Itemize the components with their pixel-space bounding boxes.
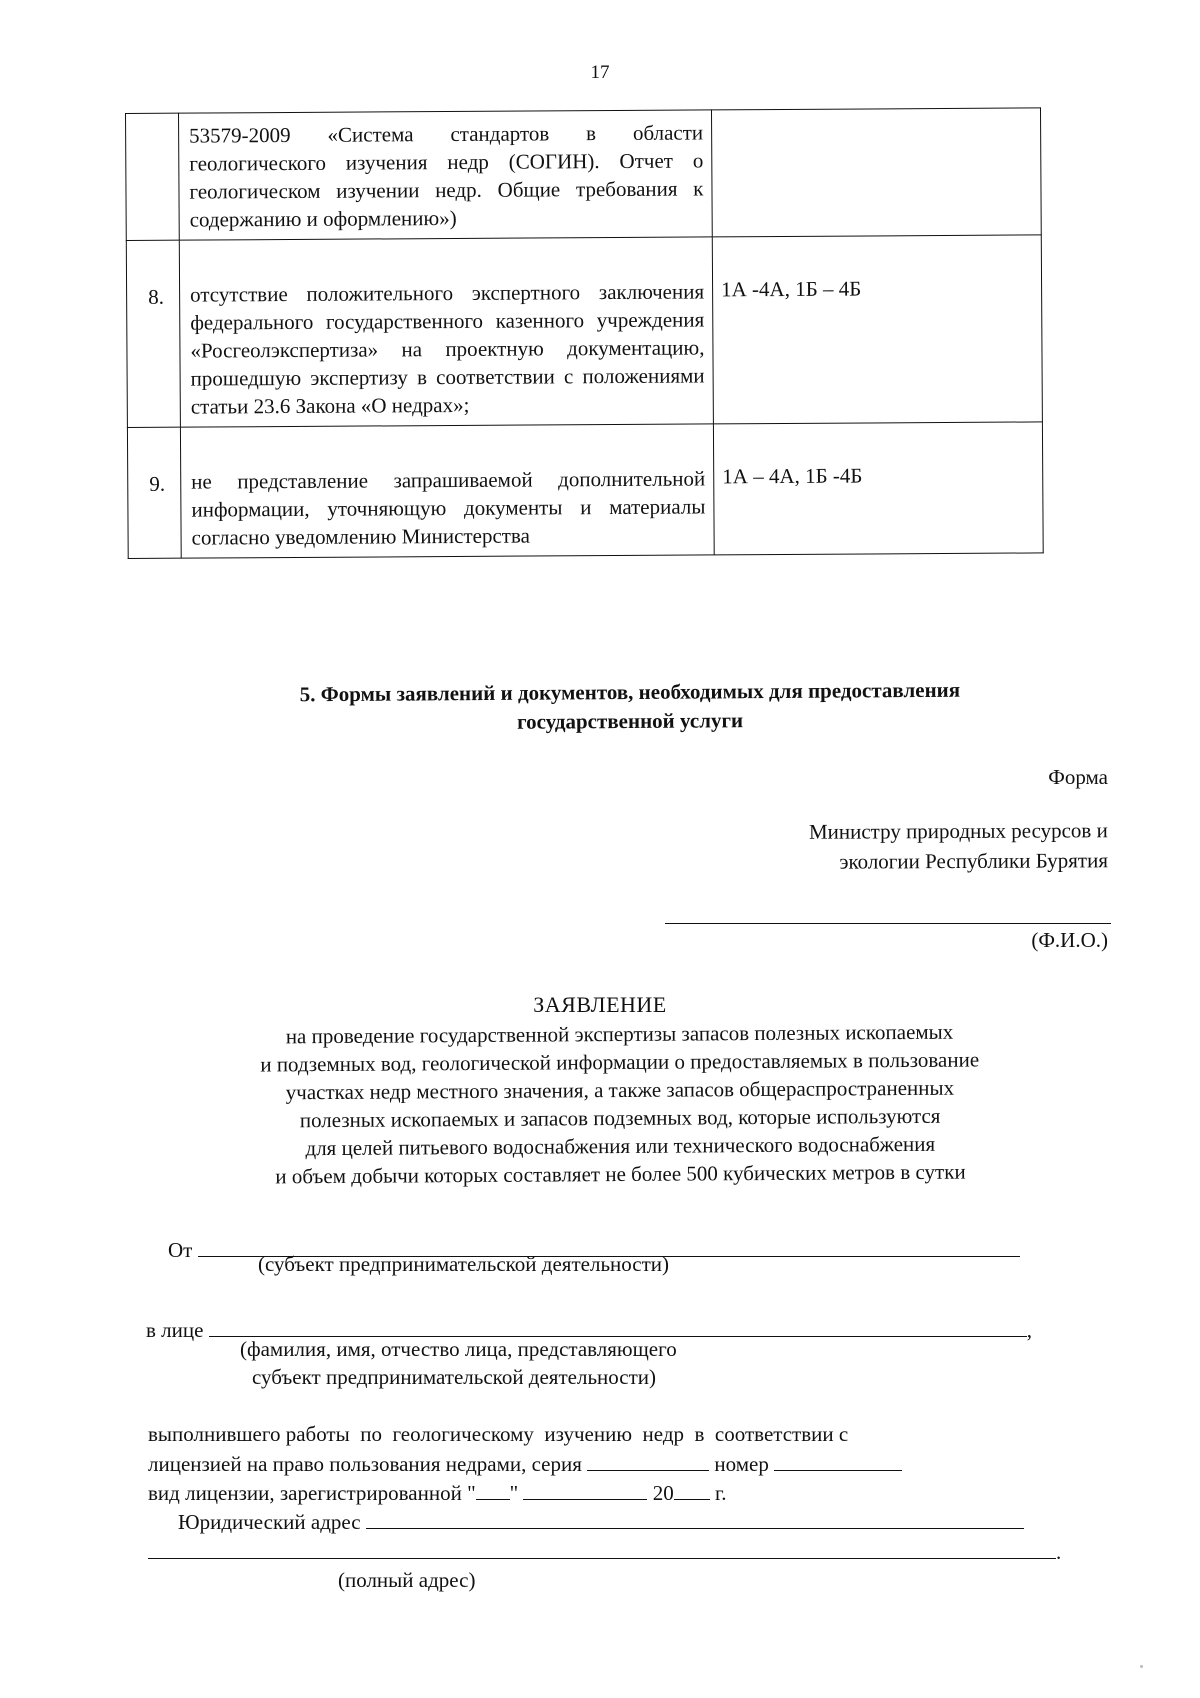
legal-address-input[interactable] bbox=[366, 1508, 1024, 1529]
row-number-cell bbox=[126, 240, 180, 427]
row-text-cell bbox=[179, 110, 713, 240]
subject-line: участках недр местного значения, а также запасов общераспространенных bbox=[285, 1075, 955, 1105]
period: . bbox=[1056, 1540, 1062, 1564]
addressee-line: экологии Республики Бурятия bbox=[839, 848, 1109, 874]
row-codes-cell bbox=[713, 422, 1043, 555]
section-heading bbox=[195, 675, 1065, 739]
subject-line: полезных ископаемых и запасов подземных вод, которые используются bbox=[299, 1103, 941, 1133]
ot-label: От bbox=[168, 1238, 193, 1262]
row-codes: 1А – 4А, 1Б -4Б bbox=[722, 463, 863, 489]
year-prefix: 20 bbox=[652, 1481, 674, 1505]
subject-line: для целей питьевого водоснабжения или технического водоснабжения bbox=[305, 1131, 936, 1161]
vlice-caption-2: субъект предпринимательской деятельности) bbox=[252, 1365, 657, 1389]
license-series-label: лицензией на право пользования недрами, серия bbox=[148, 1452, 582, 1476]
section-heading-line: государственной услуги bbox=[517, 708, 744, 734]
scan-speck bbox=[1140, 1665, 1143, 1668]
document-subject bbox=[179, 1017, 1060, 1191]
row-codes-cell bbox=[711, 108, 1041, 237]
quote-mark: " bbox=[509, 1481, 519, 1505]
license-month-input[interactable] bbox=[523, 1479, 647, 1500]
legal-address-label: Юридический адрес bbox=[178, 1510, 361, 1534]
row-text-cell bbox=[180, 424, 714, 558]
legal-address-row-2 bbox=[148, 1538, 1061, 1566]
page-number: 17 bbox=[590, 62, 610, 83]
addressee-block bbox=[809, 815, 1108, 877]
row-codes: 1А -4А, 1Б – 4Б bbox=[721, 276, 862, 302]
license-registered-label: вид лицензии, зарегистрированной " bbox=[148, 1481, 476, 1505]
subject-line: и подземных вод, геологической информации о предоставляемых в пользование bbox=[260, 1047, 980, 1077]
license-line-2 bbox=[148, 1450, 902, 1478]
table-row bbox=[127, 422, 1043, 559]
ot-caption: (субъект предпринимательской деятельности) bbox=[258, 1252, 670, 1276]
row-text: 53579-2009 «Система стандартов в области геологического изучения недр (СОГИН). Отчет о геологическом изучении недр. Общие требования к содержанию и оформлению») bbox=[189, 120, 704, 232]
row-text: не представление запрашиваемой дополнительной информации, уточняющую документы и материалы согласно уведомлению Министерства bbox=[191, 466, 706, 550]
vlice-label: в лице bbox=[146, 1318, 204, 1342]
row-number-cell bbox=[127, 427, 181, 558]
license-series-input[interactable] bbox=[587, 1450, 709, 1471]
license-line-3 bbox=[148, 1479, 726, 1507]
row-text: отсутствие положительного экспертного заключения федерального государственного казенного учреждения «Росгеолэкспертиза» на проектную документацию, прошедшую экспертизу в соответствии с положениями статьи 23.6 Закона «О недрах»; bbox=[190, 279, 705, 419]
license-line-1: выполнившего работы по геологическому изучению недр в соответствии с bbox=[148, 1422, 849, 1446]
license-year-input[interactable] bbox=[674, 1479, 710, 1500]
row-codes-cell bbox=[712, 235, 1042, 424]
license-number-label: номер bbox=[714, 1452, 769, 1476]
table-row bbox=[126, 108, 1042, 241]
full-address-caption: (полный адрес) bbox=[338, 1568, 476, 1592]
legal-address-row bbox=[178, 1508, 1024, 1536]
forma-label: Форма bbox=[1048, 765, 1108, 789]
fio-caption: (Ф.И.О.) bbox=[1031, 928, 1108, 952]
addressee-line: Министру природных ресурсов и bbox=[808, 818, 1108, 844]
vlice-input-line[interactable] bbox=[209, 1316, 1027, 1337]
fio-input-line[interactable] bbox=[665, 923, 1111, 924]
legal-address-input-2[interactable] bbox=[148, 1538, 1056, 1559]
row-number-cell bbox=[126, 113, 180, 240]
year-suffix: г. bbox=[714, 1481, 727, 1505]
row-number: 9. bbox=[149, 471, 166, 496]
row-text-cell bbox=[179, 237, 713, 427]
vlice-caption-1: (фамилия, имя, отчество лица, представляющего bbox=[240, 1337, 677, 1361]
subject-line: и объем добычи которых составляет не более 500 кубических метров в сутки bbox=[275, 1159, 966, 1189]
subject-line: на проведение государственной экспертизы запасов полезных ископаемых bbox=[285, 1019, 954, 1049]
document-title: ЗАЯВЛЕНИЕ bbox=[533, 992, 667, 1017]
section-heading-line: 5. Формы заявлений и документов, необходимых для предоставления bbox=[299, 677, 961, 707]
license-day-input[interactable] bbox=[476, 1479, 510, 1500]
license-number-input[interactable] bbox=[774, 1450, 902, 1471]
vlice-comma: , bbox=[1026, 1318, 1032, 1342]
grounds-table bbox=[125, 107, 1044, 559]
table-row bbox=[126, 235, 1042, 428]
row-number: 8. bbox=[148, 284, 165, 309]
